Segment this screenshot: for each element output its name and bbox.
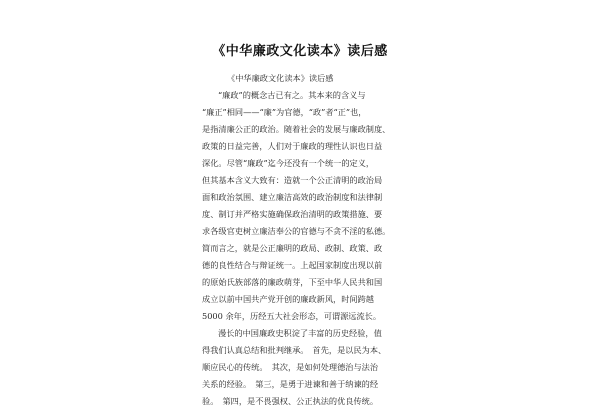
text-line: 顺应民心的传统。 其次，是如何处理德治与法治 bbox=[202, 362, 379, 372]
text-line: 《中华廉政文化读本》读后感 bbox=[227, 73, 334, 83]
text-line: 面和政治氛围、建立廉洁高效的政治制度和法律制 bbox=[202, 192, 383, 202]
text-line: 得我们认真总结和批判继承。 首先，是以民为本、 bbox=[202, 345, 387, 355]
text-line: “廉政”的概念古已有之。其本来的含义与 bbox=[218, 90, 366, 100]
document-title: 《中华廉政文化读本》读后感 bbox=[212, 44, 388, 59]
document-body bbox=[202, 70, 407, 410]
text-line: 德的良性结合与辩证统一。上起国家制度出现以前 bbox=[202, 260, 383, 270]
text-line: 验。 第四，是不畏强权、公正执法的优良传统。 bbox=[202, 396, 379, 406]
text-line: 是指清廉公正的政治。随着社会的发展与廉政制度、 bbox=[202, 124, 391, 134]
text-line: 深化。尽管“廉政”迄今还没有一个统一的定义， bbox=[202, 158, 375, 168]
text-line: 但其基本含义大致有：造就一个公正清明的政治局 bbox=[202, 175, 383, 185]
text-line: 关系的经验。 第三，是勇于进谏和善于纳谏的经 bbox=[202, 379, 379, 389]
text-line: 度、制订并严格实施确保政治清明的政策措施、要 bbox=[202, 209, 383, 219]
text-line: “廉正”相同——“廉”为官德，“政”者“正”也， bbox=[202, 107, 367, 117]
text-line: 政策的日益完善，人们对于廉政的理性认识也日益 bbox=[202, 141, 383, 151]
text-line: 简而言之，就是公正廉明的政局、政制、政策、政 bbox=[202, 243, 383, 253]
text-line: 求各级官吏树立廉洁奉公的官德与不贪不淫的私德。 bbox=[202, 226, 391, 236]
text-line: 成立以前中国共产党开创的廉政新风，时间跨越 bbox=[202, 294, 374, 304]
text-line: 的原始氏族部落的廉政萌芽，下至中华人民共和国 bbox=[202, 277, 383, 287]
text-line: 5000 余年，历经五大社会形态，可谓源远流长。 bbox=[202, 311, 382, 321]
text-line: 漫长的中国廉政史积淀了丰富的历史经验，值 bbox=[218, 328, 382, 338]
